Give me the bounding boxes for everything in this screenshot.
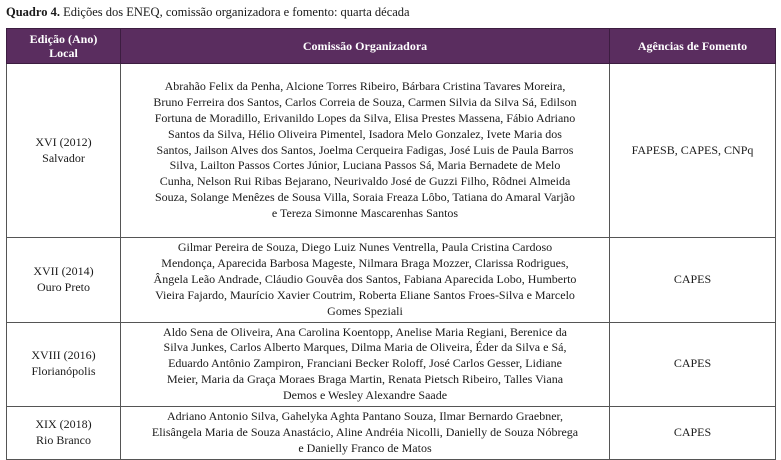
edition-place: Ouro Preto bbox=[37, 279, 90, 294]
committee-line: Meier, Maria da Graça Moraes Braga Martin, Renata Pietsch Ribeiro, Talles Viana bbox=[166, 372, 564, 387]
table-caption bbox=[6, 5, 410, 20]
committee-line: Souza, Solange Menêzes de Sousa Villa, Soraia Freaza Lôbo, Tatiana do Amaral Varjão bbox=[155, 190, 575, 205]
caption-label: Quadro 4. bbox=[6, 5, 60, 19]
agencies-cell: CAPES bbox=[610, 322, 776, 407]
header-committee: Comissão Organizadora bbox=[121, 29, 610, 64]
committee-cell bbox=[121, 238, 610, 323]
edition-year: XVI (2012) bbox=[35, 134, 92, 149]
committee-line: Gilmar Pereira de Souza, Diego Luiz Nunes Ventrella, Paula Cristina Cardoso bbox=[177, 240, 553, 254]
edition-cell bbox=[7, 238, 121, 323]
committee-cell bbox=[121, 322, 610, 407]
table-row bbox=[7, 64, 776, 238]
edition-cell bbox=[7, 407, 121, 460]
committee-line: Gomes Speziali bbox=[327, 303, 403, 318]
committee-line: Fortuna de Moradillo, Erivanildo Lopes da Silva, Elisa Prestes Massena, Fábio Adriano bbox=[154, 110, 576, 125]
agencies-cell: CAPES bbox=[610, 407, 776, 460]
header-edition-line2: Local bbox=[49, 46, 78, 60]
header-agencies: Agências de Fomento bbox=[610, 29, 776, 64]
edition-place: Rio Branco bbox=[36, 432, 91, 447]
table-row bbox=[7, 322, 776, 407]
table-header-row bbox=[7, 29, 776, 64]
committee-line: Vieira Fajardo, Maurício Xavier Coutrim, Roberta Eliane Santos Froes-Silva e Marcelo bbox=[155, 287, 575, 302]
table-row bbox=[7, 407, 776, 460]
committee-line: Mendonça, Aparecida Barbosa Mageste, Nilmara Braga Mozzer, Clarissa Rodrigues, bbox=[161, 255, 569, 270]
table-row bbox=[7, 238, 776, 323]
header-edition-line1: Edição (Ano) bbox=[29, 32, 98, 46]
edition-place: Salvador bbox=[42, 150, 85, 165]
committee-line: Adriano Antonio Silva, Gahelyka Aghta Pantano Souza, Ilmar Bernardo Graebner, bbox=[166, 409, 564, 424]
committee-line: Cunha, Nelson Rui Ribas Bejarano, Neurivaldo José de Guzzi Filho, Rôdnei Almeida bbox=[159, 174, 571, 189]
committee-cell bbox=[121, 407, 610, 460]
edition-cell bbox=[7, 64, 121, 238]
eneq-editions-table bbox=[6, 28, 776, 460]
header-edition bbox=[7, 29, 121, 64]
edition-cell bbox=[7, 322, 121, 407]
committee-line: Bruno Ferreira dos Santos, Carlos Correia de Souza, Carmen Silvia da Silva Sá, Edilson bbox=[153, 94, 577, 109]
committee-line: Abrahão Felix da Penha, Alcione Torres Ribeiro, Bárbara Cristina Tavares Moreira, bbox=[164, 78, 566, 93]
committee-cell bbox=[121, 64, 610, 238]
committee-line: e Danielly Franco de Matos bbox=[298, 440, 432, 455]
committee-line: Aldo Sena de Oliveira, Ana Carolina Koentopp, Anelise Maria Regiani, Berenice da bbox=[163, 324, 567, 339]
committee-line: Silva Junkes, Carlos Alberto Marques, Dilma Maria de Oliveira, Éder da Silva e Sá, bbox=[163, 340, 567, 355]
edition-year: XIX (2018) bbox=[35, 417, 92, 432]
caption-text: Edições dos ENEQ, comissão organizadora e fomento: quarta década bbox=[63, 5, 410, 19]
edition-year: XVII (2014) bbox=[33, 263, 94, 278]
committee-line: Ângela Leão Andrade, Cláudio Gouvêa dos Santos, Fabiana Aparecida Lobo, Humberto bbox=[153, 271, 577, 286]
committee-line: Eduardo Antônio Zampiron, Franciani Becker Roloff, José Carlos Gesser, Lidiane bbox=[168, 356, 562, 371]
committee-line: Silva, Lailton Passos Cortes Júnior, Luciana Passos Sá, Maria Bernadete de Melo bbox=[169, 158, 561, 173]
agencies-cell: FAPESB, CAPES, CNPq bbox=[610, 64, 776, 238]
committee-line: Santos, Jailson Alves dos Santos, Joelma Cerqueira Fadigas, José Luis de Paula Barros bbox=[156, 142, 574, 157]
committee-line: Demos e Wesley Alexandre Saade bbox=[282, 388, 448, 403]
edition-place: Florianópolis bbox=[31, 364, 96, 379]
committee-line: Santos da Silva, Hélio Oliveira Pimentel, Isadora Melo Gonzalez, Ivete Maria dos bbox=[168, 126, 562, 141]
edition-year: XVIII (2016) bbox=[31, 348, 96, 363]
committee-line: e Tereza Simonne Mascarenhas Santos bbox=[271, 206, 459, 221]
agencies-cell: CAPES bbox=[610, 238, 776, 323]
committee-line: Elisângela Maria de Souza Anastácio, Aline Andréia Nicolli, Danielly de Souza Nóbrega bbox=[151, 424, 579, 439]
